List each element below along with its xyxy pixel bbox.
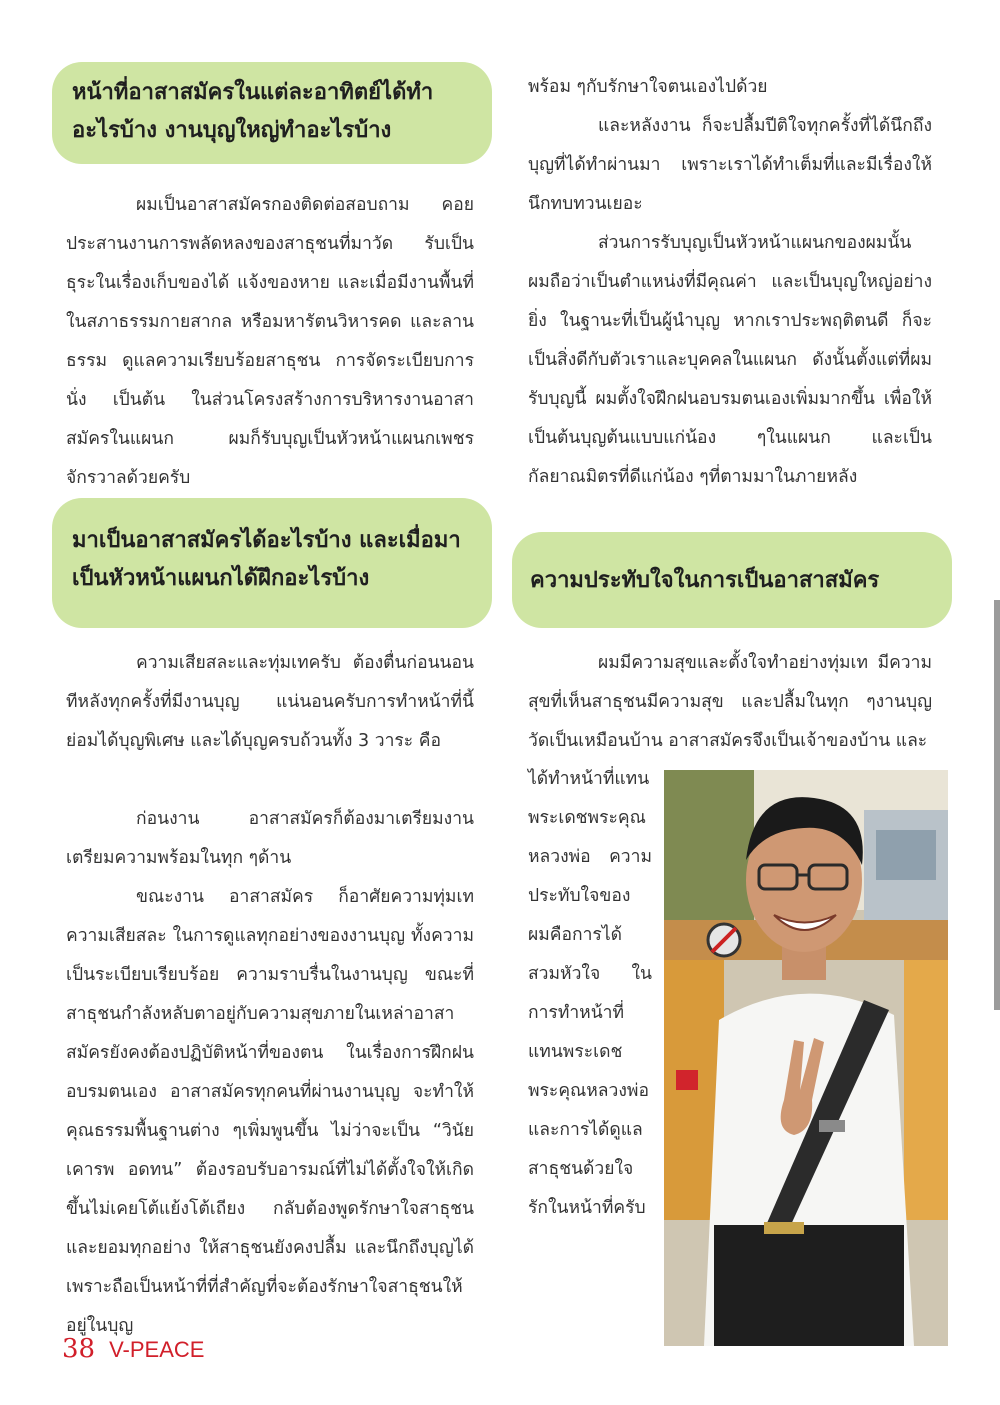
paragraph-during-event: ขณะงาน อาสาสมัคร ก็อาศัยความทุ่มเทความเสียสละ ในการดูแลทุกอย่างของงานบุญ ทั้งความเป็นระเบียบเรียบร้อย ความราบรื่นในงานบุญ ขณะที่สาธุชนกำลังหลับตาอยู่กับความสุขภายในเหล่าอาสาสมัครยังคงต้องปฏิบัติหน้าที่ของตน ในเรื่องการฝึกฝนอบรมตนเอง อาสาสมัครทุกคนที่ผ่านงานบุญ จะทำให้คุณธรรมพื้นฐานต่าง ๆเพิ่มพูนขึ้น ไม่ว่าจะเป็น “วินัย เคารพ อดทน” ต้องรอบรับอารมณ์ที่ไม่ได้ตั้งใจให้เกิดขึ้นไม่เคยโต้แย้งโต้เถียง กลับต้องพูดรักษาใจสาธุชน และยอมทุกอย่าง ให้สาธุชนยังคงปลื้ม และนึกถึงบุญได้ เพราะถือเป็นหน้าที่ที่สำคัญที่จะต้องรักษาใจสาธุชนให้อยู่ในบุญ (66, 887, 474, 1336)
magazine-name: V-PEACE (109, 1337, 205, 1362)
page-edge-bar (994, 600, 1000, 1010)
paragraph-impression-wrap: ได้ทำหน้าที่แทนพระเดชพระคุณหลวงพ่อ ความประทับใจของผมคือการได้สวมหัวใจ ในการทำหน้าที่แทนพระเดชพระคุณหลวงพ่อ และการได้ดูแลสาธุชนด้วยใจรักในหน้าที่ครับ (528, 769, 652, 1218)
paragraph-benefits: ความเสียสละและทุ่มเทครับ ต้องตื่นก่อนนอนทีหลังทุกครั้งที่มีงานบุญ แน่นอนครับการทำหน้าที่นี้ย่อมได้บุญพิเศษ และได้บุญครบถ้วนทั้ง 3 วาระ คือ (66, 653, 474, 751)
section-heading-benefits: มาเป็นอาสาสมัครได้อะไรบ้าง และเมื่อมาเป็นหัวหน้าแผนกได้ฝึกอะไรบ้าง (52, 498, 492, 628)
volunteer-photo (664, 770, 948, 1346)
page-number: 38 (62, 1334, 96, 1364)
paragraph-duties: ผมเป็นอาสาสมัครกองติดต่อสอบถาม คอยประสานงานการพลัดหลงของสาธุชนที่มาวัด รับเป็นธุระในเรื่องเก็บของได้ แจ้งของหาย และเมื่อมีงานพื้นที่ในสภาธรรมกายสากล หรือมหารัตนวิหารคด และลานธรรม ดูแลความเรียบร้อยสาธุชน การจัดระเบียบการนั่ง เป็นต้น ในส่วนโครงสร้างการบริหารงานอาสาสมัครในแผนก ผมก็รับบุญเป็นหัวหน้าแผนกเพชรจักรวาลด้วยครับ (66, 195, 474, 488)
paragraph-impression: ผมมีความสุขและตั้งใจทำอย่างทุ่มเท มีความสุขที่เห็นสาธุชนมีความสุข และปลื้มในทุก ๆงานบุญ วัดเป็นเหมือนบ้าน อาสาสมัครจึงเป็นเจ้าของบ้าน และ (528, 653, 932, 751)
page-footer (62, 1334, 204, 1374)
paragraph-continued (528, 68, 932, 224)
section-heading-impression: ความประทับใจในการเป็นอาสาสมัคร (512, 532, 952, 628)
section-heading-duties: หน้าที่อาสาสมัครในแต่ละอาทิตย์ได้ทำอะไรบ้าง งานบุญใหญ่ทำอะไรบ้าง (52, 62, 492, 164)
paragraph-after-event: และหลังงาน ก็จะปลื้มปีติใจทุกครั้งที่ได้นึกถึงบุญที่ได้ทำผ่านมา เพราะเราได้ทำเต็มที่และมีเรื่องให้นึกทบทวนเยอะ (528, 116, 932, 214)
paragraph-leadership: ส่วนการรับบุญเป็นหัวหน้าแผนกของผมนั้น ผมถือว่าเป็นตำแหน่งที่มีคุณค่า และเป็นบุญใหญ่อย่างยิ่ง ในฐานะที่เป็นผู้นำบุญ หากเราประพฤติตนดี ก็จะเป็นสิ่งดีกับตัวเราและบุคคลในแผนก ดังนั้นตั้งแต่ที่ผมรับบุญนี้ ผมตั้งใจฝึกฝนอบรมตนเองเพิ่มมากขึ้น เพื่อให้เป็นต้นบุญต้นแบบแก่น้อง ๆในแผนก และเป็นกัลยาณมิตรที่ดีแก่น้อง ๆที่ตามมาในภายหลัง (528, 233, 932, 487)
paragraph-continued-line: พร้อม ๆกับรักษาใจตนเองไปด้วย (528, 77, 768, 97)
paragraph-before-event: ก่อนงาน อาสาสมัครก็ต้องมาเตรียมงาน เตรียมความพร้อมในทุก ๆด้าน (66, 809, 474, 868)
